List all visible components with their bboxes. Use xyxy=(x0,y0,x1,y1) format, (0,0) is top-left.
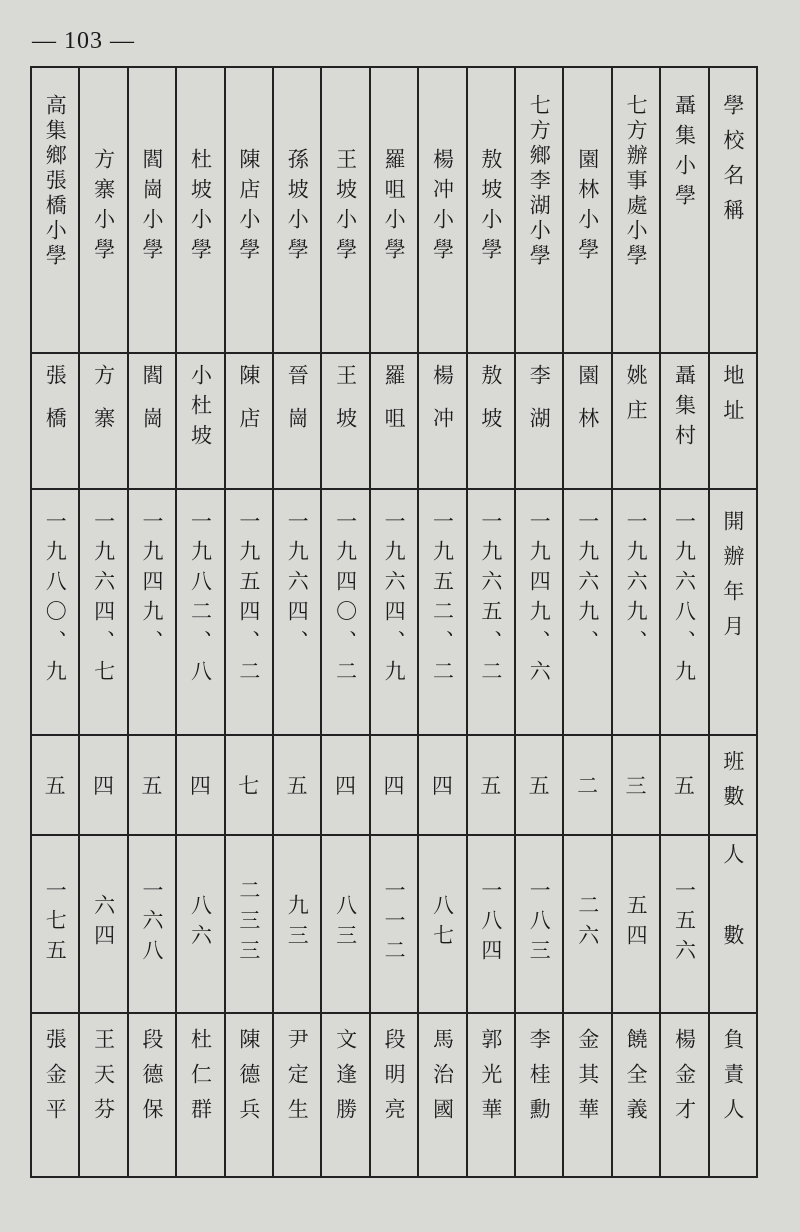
school-students: 一八三 xyxy=(527,879,552,969)
school-founded-cell xyxy=(226,490,272,736)
school-principal: 金其華 xyxy=(575,1028,600,1133)
school-founded: 一九六四、七 xyxy=(91,510,116,690)
school-classes-cell xyxy=(322,736,368,836)
school-address: 羅咀 xyxy=(382,364,407,450)
school-name: 閻崗小學 xyxy=(140,148,165,268)
school-name: 楊冲小學 xyxy=(430,148,455,268)
school-principal-cell xyxy=(613,1014,659,1176)
school-founded: 一九四九、六 xyxy=(527,510,552,690)
school-address-cell xyxy=(564,354,610,490)
school-principal: 李桂勳 xyxy=(527,1028,552,1133)
school-founded: 一九六五、二 xyxy=(478,510,503,690)
school-name: 園林小學 xyxy=(575,148,600,268)
school-principal-cell xyxy=(516,1014,562,1176)
school-founded: 一九八二、八 xyxy=(188,510,213,690)
school-address: 李湖 xyxy=(527,364,552,450)
school-name-cell xyxy=(80,68,126,354)
page-number: — 103 — xyxy=(32,28,135,54)
school-principal: 楊金才 xyxy=(672,1028,697,1133)
school-classes-cell xyxy=(177,736,223,836)
school-founded: 一九五二、二 xyxy=(430,510,455,690)
school-students-cell xyxy=(177,836,223,1014)
school-name-cell xyxy=(371,68,417,354)
school-classes: 七 xyxy=(238,774,260,798)
school-students: 一八四 xyxy=(478,879,503,969)
school-address: 敖坡 xyxy=(478,364,503,450)
school-principal: 陳德兵 xyxy=(236,1028,261,1133)
header-name-cell xyxy=(710,68,756,354)
school-founded: 一九六四、九 xyxy=(382,510,407,690)
school-column xyxy=(224,68,272,1176)
header-principal-cell xyxy=(710,1014,756,1176)
school-column xyxy=(562,68,610,1176)
school-address-cell xyxy=(274,354,320,490)
school-address: 方寨 xyxy=(91,364,116,450)
school-students: 一一二 xyxy=(382,879,407,969)
school-classes-cell xyxy=(226,736,272,836)
school-name-cell xyxy=(613,68,659,354)
header-founded: 開辦年月 xyxy=(720,510,745,650)
school-name: 羅咀小學 xyxy=(382,148,407,268)
school-principal-cell xyxy=(32,1014,78,1176)
school-column xyxy=(272,68,320,1176)
school-founded: 一九六九、 xyxy=(575,510,600,660)
school-name-cell xyxy=(177,68,223,354)
school-classes: 四 xyxy=(431,774,453,798)
school-students-cell xyxy=(322,836,368,1014)
school-name: 孫坡小學 xyxy=(285,148,310,268)
school-address: 閻崗 xyxy=(140,364,165,450)
school-students: 二六 xyxy=(575,894,600,954)
school-name-cell xyxy=(322,68,368,354)
school-address: 張橋 xyxy=(43,364,68,450)
school-students: 八七 xyxy=(430,894,455,954)
school-founded: 一九四〇、二 xyxy=(333,510,358,690)
school-name-cell xyxy=(226,68,272,354)
school-name-cell xyxy=(274,68,320,354)
school-principal: 杜仁群 xyxy=(188,1028,213,1133)
school-founded-cell xyxy=(371,490,417,736)
school-founded-cell xyxy=(564,490,610,736)
school-classes-cell xyxy=(32,736,78,836)
school-classes: 四 xyxy=(383,774,405,798)
school-classes-cell xyxy=(274,736,320,836)
school-founded-cell xyxy=(661,490,707,736)
school-column xyxy=(514,68,562,1176)
header-classes: 班數 xyxy=(720,750,745,820)
school-column xyxy=(127,68,175,1176)
school-students: 八六 xyxy=(188,894,213,954)
school-name-cell xyxy=(32,68,78,354)
school-students-cell xyxy=(564,836,610,1014)
school-classes: 三 xyxy=(625,774,647,798)
school-principal-cell xyxy=(80,1014,126,1176)
school-address-cell xyxy=(322,354,368,490)
school-founded-cell xyxy=(322,490,368,736)
school-students-cell xyxy=(80,836,126,1014)
school-name: 七方鄉李湖小學 xyxy=(527,94,552,269)
school-classes-cell xyxy=(129,736,175,836)
school-principal: 馬治國 xyxy=(430,1028,455,1133)
header-column xyxy=(708,68,756,1176)
header-founded-cell xyxy=(710,490,756,736)
school-name: 敖坡小學 xyxy=(478,148,503,268)
school-address-cell xyxy=(661,354,707,490)
school-name: 王坡小學 xyxy=(333,148,358,268)
school-classes-cell xyxy=(371,736,417,836)
school-classes: 四 xyxy=(335,774,357,798)
header-classes-cell xyxy=(710,736,756,836)
school-students-cell xyxy=(32,836,78,1014)
school-founded-cell xyxy=(177,490,223,736)
school-address-cell xyxy=(80,354,126,490)
school-founded-cell xyxy=(613,490,659,736)
school-students: 一五六 xyxy=(672,879,697,969)
school-name-cell xyxy=(419,68,465,354)
school-name-cell xyxy=(516,68,562,354)
school-name-cell xyxy=(661,68,707,354)
school-classes: 四 xyxy=(93,774,115,798)
header-students: 人數 xyxy=(720,843,745,1005)
school-principal: 郭光華 xyxy=(478,1028,503,1133)
school-classes: 五 xyxy=(528,774,550,798)
school-column xyxy=(417,68,465,1176)
school-students-cell xyxy=(613,836,659,1014)
school-address: 姚庄 xyxy=(624,364,649,434)
school-name: 七方辦事處小學 xyxy=(624,94,649,269)
school-founded-cell xyxy=(129,490,175,736)
school-founded-cell xyxy=(516,490,562,736)
school-name-cell xyxy=(129,68,175,354)
school-principal-cell xyxy=(661,1014,707,1176)
school-founded-cell xyxy=(32,490,78,736)
school-address-cell xyxy=(226,354,272,490)
school-founded-cell xyxy=(419,490,465,736)
school-students: 二三三 xyxy=(236,879,261,969)
school-principal: 文逢勝 xyxy=(333,1028,358,1133)
school-principal-cell xyxy=(468,1014,514,1176)
school-address: 王坡 xyxy=(333,364,358,450)
school-students-cell xyxy=(371,836,417,1014)
header-principal: 負責人 xyxy=(720,1028,745,1133)
school-address-cell xyxy=(516,354,562,490)
school-principal-cell xyxy=(129,1014,175,1176)
school-principal: 尹定生 xyxy=(285,1028,310,1133)
header-address-cell xyxy=(710,354,756,490)
school-address-cell xyxy=(177,354,223,490)
school-founded: 一九八〇、九 xyxy=(43,510,68,690)
school-students: 九三 xyxy=(285,894,310,954)
school-name: 方寨小學 xyxy=(91,148,116,268)
school-classes-cell xyxy=(80,736,126,836)
school-students-cell xyxy=(516,836,562,1014)
school-classes: 五 xyxy=(44,774,66,798)
school-classes-cell xyxy=(564,736,610,836)
school-principal: 饒全義 xyxy=(624,1028,649,1133)
school-address: 晉崗 xyxy=(285,364,310,450)
school-name-cell xyxy=(564,68,610,354)
school-students: 八三 xyxy=(333,894,358,954)
school-founded: 一九五四、二 xyxy=(236,510,261,690)
school-classes: 五 xyxy=(141,774,163,798)
school-classes-cell xyxy=(516,736,562,836)
school-classes-cell xyxy=(419,736,465,836)
school-classes: 二 xyxy=(577,774,599,798)
school-column xyxy=(32,68,78,1176)
school-principal-cell xyxy=(274,1014,320,1176)
school-founded-cell xyxy=(80,490,126,736)
school-founded: 一九四九、 xyxy=(140,510,165,660)
school-address: 園林 xyxy=(575,364,600,450)
school-column xyxy=(466,68,514,1176)
school-students-cell xyxy=(419,836,465,1014)
school-students: 六四 xyxy=(91,894,116,954)
school-students-cell xyxy=(226,836,272,1014)
school-classes: 四 xyxy=(189,774,211,798)
school-founded-cell xyxy=(468,490,514,736)
school-column xyxy=(78,68,126,1176)
header-name: 學校名稱 xyxy=(720,94,745,234)
school-column xyxy=(659,68,707,1176)
school-address-cell xyxy=(468,354,514,490)
school-name: 高集鄉張橋小學 xyxy=(43,94,68,269)
school-address-cell xyxy=(613,354,659,490)
school-classes: 五 xyxy=(673,774,695,798)
school-name: 杜坡小學 xyxy=(188,148,213,268)
school-column xyxy=(369,68,417,1176)
school-students-cell xyxy=(468,836,514,1014)
school-students-cell xyxy=(274,836,320,1014)
school-founded: 一九六九、 xyxy=(624,510,649,660)
school-principal-cell xyxy=(564,1014,610,1176)
school-principal: 段明亮 xyxy=(382,1028,407,1133)
school-column xyxy=(611,68,659,1176)
school-students-cell xyxy=(661,836,707,1014)
school-principal-cell xyxy=(322,1014,368,1176)
school-students: 一七五 xyxy=(43,879,68,969)
school-address-cell xyxy=(419,354,465,490)
school-principal: 段德保 xyxy=(140,1028,165,1133)
school-principal-cell xyxy=(177,1014,223,1176)
school-principal-cell xyxy=(371,1014,417,1176)
school-students: 五四 xyxy=(624,894,649,954)
school-address: 小杜坡 xyxy=(188,364,213,454)
school-address: 聶集村 xyxy=(672,364,697,454)
school-founded: 一九六八、九 xyxy=(672,510,697,690)
school-founded-cell xyxy=(274,490,320,736)
school-classes-cell xyxy=(613,736,659,836)
school-address-cell xyxy=(371,354,417,490)
school-students: 一六八 xyxy=(140,879,165,969)
school-address: 楊冲 xyxy=(430,364,455,450)
school-founded: 一九六四、 xyxy=(285,510,310,660)
school-principal-cell xyxy=(419,1014,465,1176)
header-address: 地址 xyxy=(720,364,745,434)
school-students-cell xyxy=(129,836,175,1014)
school-classes-cell xyxy=(468,736,514,836)
school-classes-cell xyxy=(661,736,707,836)
school-address: 陳店 xyxy=(236,364,261,450)
school-classes: 五 xyxy=(286,774,308,798)
school-principal-cell xyxy=(226,1014,272,1176)
school-name: 聶集小學 xyxy=(672,94,697,214)
header-students-cell xyxy=(710,836,756,1014)
school-name: 陳店小學 xyxy=(236,148,261,268)
school-principal: 王天芬 xyxy=(91,1028,116,1133)
school-classes: 五 xyxy=(480,774,502,798)
school-address-cell xyxy=(129,354,175,490)
school-principal: 張金平 xyxy=(43,1028,68,1133)
school-column xyxy=(175,68,223,1176)
school-table xyxy=(30,66,758,1178)
school-column xyxy=(320,68,368,1176)
school-address-cell xyxy=(32,354,78,490)
school-name-cell xyxy=(468,68,514,354)
